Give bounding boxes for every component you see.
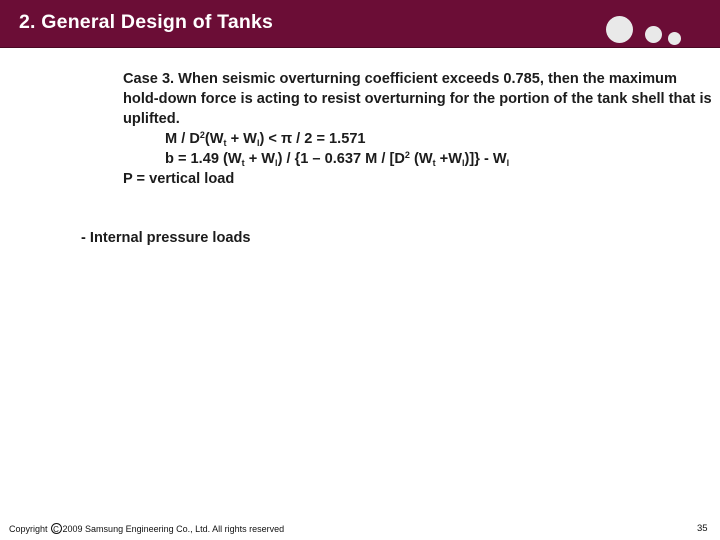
equation-overturning-ratio: $M / D^2(W_t + W_l) < \pi / 2 = 1.571$ [165,130,366,148]
page-number: 35 [697,523,708,534]
page-title: 2. General Design of Tanks [19,11,274,33]
decorative-dot-small [668,32,681,45]
copyright-icon: C [51,523,62,534]
slide-body [123,69,713,189]
case-3-paragraph: Case 3. When seismic overturning coefficient exceeds 0.785, then the maximum hold-down force is acting to resist overturning for the portion of the tank shell that is uplifted. [123,71,712,127]
copyright-footer [9,523,284,534]
copyright-prefix: Copyright [9,523,48,534]
header-bar [0,0,720,48]
decorative-dot-large [606,16,633,43]
vertical-load-definition: P = vertical load [123,171,235,187]
decorative-dot-medium [645,26,662,43]
equation-hold-down-force: b = 1.49 $(W_t + W_l) / \{1 - 0.637$ M / [$D^2$ $(W_t +W_l)]\} - W_l$ [165,150,510,168]
bullet-internal-pressure-loads: - Internal pressure loads [81,230,251,246]
copyright-text: 2009 Samsung Engineering Co., Ltd. All rights reserved [62,523,285,534]
